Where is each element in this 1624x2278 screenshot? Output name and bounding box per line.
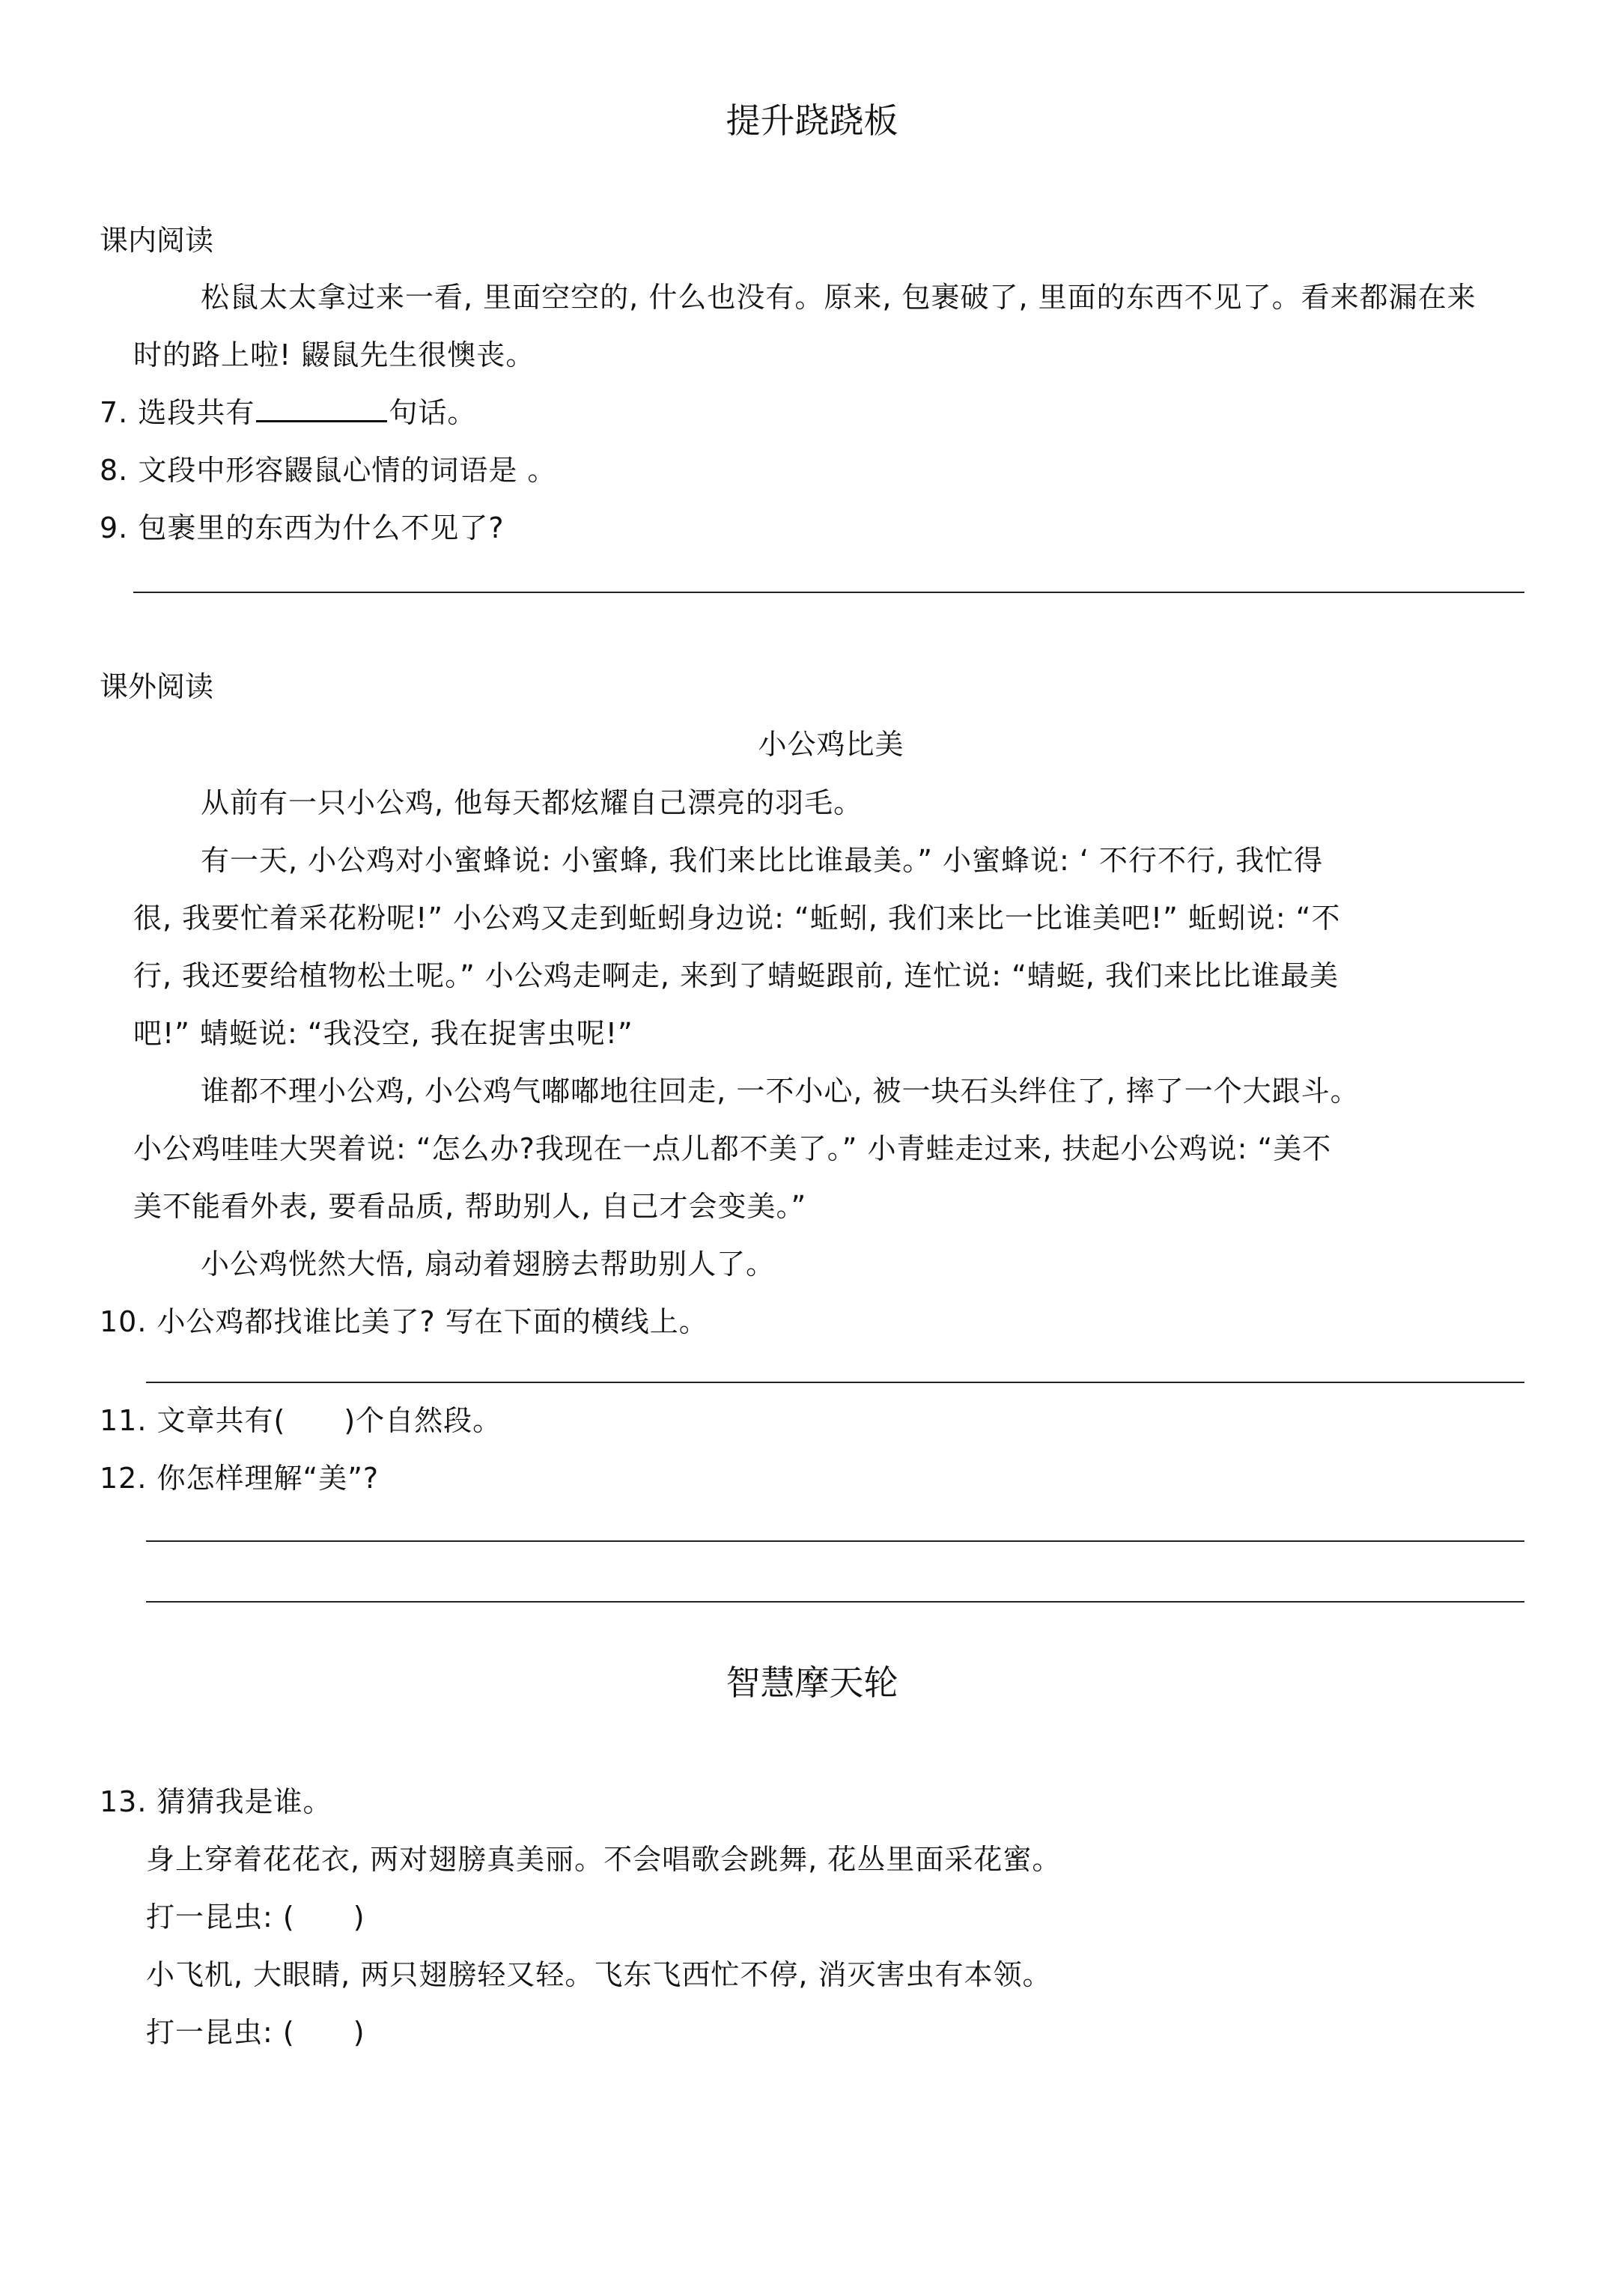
- story-paragraph-4: 小公鸡恍然大悟, 扇动着翅膀去帮助别人了。: [201, 1248, 776, 1281]
- story-paragraph-2-line4: 吧!” 蜻蜓说: “我没空, 我在捉害虫呢!”: [133, 1017, 633, 1050]
- question-7-prefix: 7. 选段共有: [100, 396, 255, 429]
- story-paragraph-3-line3: 美不能看外表, 要看品质, 帮助别人, 自己才会变美。”: [133, 1190, 807, 1223]
- question-13: 13. 猜猜我是谁。: [100, 1785, 332, 1818]
- question-12: 12. 你怎样理解“美”?: [100, 1462, 380, 1495]
- riddle-1-answer: 打一昆虫: ( ): [146, 1901, 365, 1934]
- riddle-2-answer: 打一昆虫: ( ): [146, 2016, 365, 2049]
- question-8: 8. 文段中形容鼹鼠心情的词语是 。: [100, 454, 557, 487]
- story-paragraph-2-line1: 有一天, 小公鸡对小蜜蜂说: 小蜜蜂, 我们来比比谁最美。” 小蜜蜂说: ‘ 不行不行, 我忙得: [201, 844, 1324, 877]
- question-9: 9. 包裹里的东西为什么不见了?: [100, 511, 505, 544]
- answer-line-q12-1[interactable]: [146, 1540, 1524, 1542]
- section-title-upgrade: 提升跷跷板: [726, 100, 898, 141]
- story-title: 小公鸡比美: [758, 728, 904, 761]
- question-7: [100, 389, 476, 431]
- question-10: 10. 小公鸡都找谁比美了? 写在下面的横线上。: [100, 1305, 708, 1338]
- riddle-2: 小飞机, 大眼睛, 两只翅膀轻又轻。飞东飞西忙不停, 消灭害虫有本领。: [146, 1958, 1052, 1991]
- story-paragraph-3-line2: 小公鸡哇哇大哭着说: “怎么办?我现在一点儿都不美了。” 小青蛙走过来, 扶起小公鸡说: “美不: [133, 1132, 1332, 1165]
- question-7-suffix: 句话。: [389, 396, 477, 429]
- story-paragraph-3-line1: 谁都不理小公鸡, 小公鸡气嘟嘟地往回走, 一不小心, 被一块石头绊住了, 摔了一个大跟斗。: [201, 1075, 1360, 1108]
- answer-blank[interactable]: [256, 395, 387, 422]
- section-heading-inclass: 课内阅读: [100, 224, 214, 257]
- riddle-1: 身上穿着花花衣, 两对翅膀真美丽。不会唱歌会跳舞, 花丛里面采花蜜。: [146, 1843, 1062, 1876]
- answer-line-q10[interactable]: [146, 1382, 1524, 1383]
- inclass-passage-line1: 松鼠太太拿过来一看, 里面空空的, 什么也没有。原来, 包裹破了, 里面的东西不见了。看来都漏在来: [201, 281, 1476, 314]
- story-paragraph-1: 从前有一只小公鸡, 他每天都炫耀自己漂亮的羽毛。: [201, 786, 863, 819]
- answer-line-q12-2[interactable]: [146, 1601, 1524, 1603]
- story-paragraph-2-line3: 行, 我还要给植物松土呢。” 小公鸡走啊走, 来到了蜻蜓跟前, 连忙说: “蜻蜓, 我们来比比谁最美: [133, 959, 1339, 992]
- answer-line-q9[interactable]: [133, 592, 1524, 593]
- section-title-wisdom: 智慧摩天轮: [726, 1662, 898, 1703]
- question-11: 11. 文章共有( )个自然段。: [100, 1404, 502, 1437]
- inclass-passage-line2: 时的路上啦! 鼹鼠先生很懊丧。: [133, 338, 535, 371]
- section-heading-extra: 课外阅读: [100, 670, 214, 703]
- story-paragraph-2-line2: 很, 我要忙着采花粉呢!” 小公鸡又走到蚯蚓身边说: “蚯蚓, 我们来比一比谁美吧!” 蚯蚓说: “不: [133, 902, 1341, 935]
